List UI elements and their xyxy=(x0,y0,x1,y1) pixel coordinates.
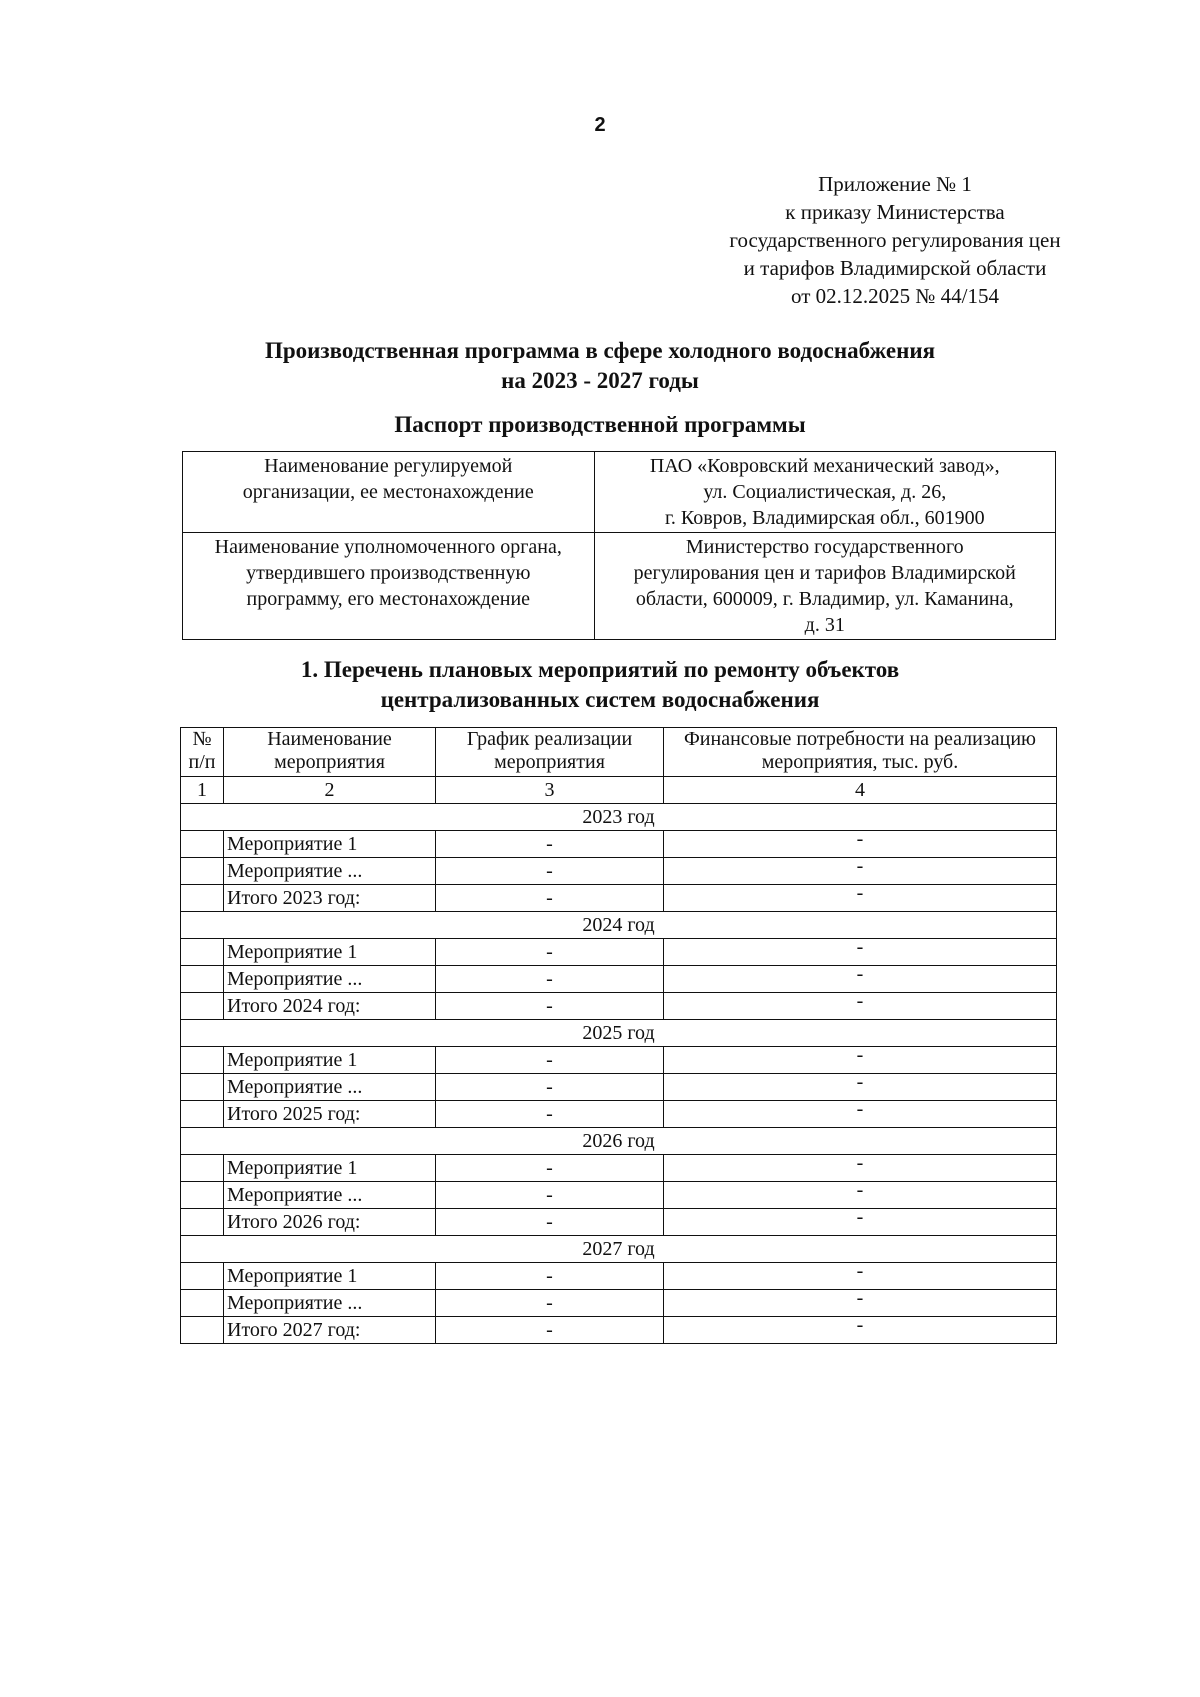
table-row xyxy=(181,1182,1057,1209)
schedule-cell: - xyxy=(436,939,664,966)
page-number: 2 xyxy=(594,114,606,136)
header-cell xyxy=(436,728,664,777)
number-cell xyxy=(181,1317,224,1344)
section-title xyxy=(150,655,1050,715)
column-number-row xyxy=(181,777,1057,804)
document-title xyxy=(150,336,1050,396)
number-cell xyxy=(181,1047,224,1074)
year-row xyxy=(181,912,1057,939)
table-row xyxy=(181,966,1057,993)
passport-title: Паспорт производственной программы xyxy=(394,412,806,437)
table-row xyxy=(181,885,1057,912)
text-line: мероприятия, тыс. руб. xyxy=(761,751,959,773)
year-row xyxy=(181,804,1057,831)
title-line: централизованных систем водоснабжения xyxy=(380,687,820,712)
year-label: 2024 год xyxy=(181,912,1057,939)
appendix-line: Приложение № 1 xyxy=(818,172,972,196)
schedule-cell: - xyxy=(436,1074,664,1101)
table-row xyxy=(181,1209,1057,1236)
column-number-cell: 2 xyxy=(224,777,436,804)
passport-table xyxy=(182,451,1056,640)
table-row xyxy=(181,1155,1057,1182)
finance-cell: - xyxy=(664,1101,1057,1128)
events-table xyxy=(180,727,1057,1344)
schedule-cell: - xyxy=(436,831,664,858)
year-label: 2025 год xyxy=(181,1020,1057,1047)
text-line: области, 600009, г. Владимир, ул. Каманина, xyxy=(635,588,1014,610)
schedule-cell: - xyxy=(436,858,664,885)
table-row xyxy=(181,1290,1057,1317)
text-line: График реализации xyxy=(466,728,633,750)
number-cell xyxy=(181,858,224,885)
header-cell xyxy=(664,728,1057,777)
schedule-cell: - xyxy=(436,885,664,912)
schedule-cell: - xyxy=(436,1290,664,1317)
finance-cell: - xyxy=(664,939,1057,966)
passport-value-cell xyxy=(594,452,1055,533)
event-name: Итого 2023 год: xyxy=(224,885,436,912)
column-number-cell: 3 xyxy=(436,777,664,804)
text-line: мероприятия xyxy=(274,751,385,773)
finance-cell: - xyxy=(664,1047,1057,1074)
schedule-cell: - xyxy=(436,1155,664,1182)
text-line: Наименование уполномоченного органа, xyxy=(214,536,562,558)
event-name: Мероприятие 1 xyxy=(224,831,436,858)
table-row xyxy=(181,1047,1057,1074)
event-name: Мероприятие 1 xyxy=(224,939,436,966)
number-cell xyxy=(181,1182,224,1209)
schedule-cell: - xyxy=(436,1182,664,1209)
column-number-cell: 4 xyxy=(664,777,1057,804)
title-line: Производственная программа в сфере холодного водоснабжения xyxy=(264,338,936,363)
appendix-line: от 02.12.2025 № 44/154 xyxy=(790,284,1000,308)
title-line: 1. Перечень плановых мероприятий по ремонту объектов xyxy=(300,657,900,682)
table-row xyxy=(181,831,1057,858)
schedule-cell: - xyxy=(436,1101,664,1128)
schedule-cell: - xyxy=(436,1209,664,1236)
finance-cell: - xyxy=(664,1209,1057,1236)
table-row xyxy=(181,993,1057,1020)
event-name: Итого 2027 год: xyxy=(224,1317,436,1344)
schedule-cell: - xyxy=(436,1317,664,1344)
finance-cell: - xyxy=(664,1182,1057,1209)
title-line: на 2023 - 2027 годы xyxy=(501,368,699,393)
event-name: Мероприятие 1 xyxy=(224,1263,436,1290)
appendix-line: государственного регулирования цен xyxy=(729,228,1061,252)
text-line: № xyxy=(192,728,212,750)
passport-row xyxy=(183,533,1056,640)
text-line: п/п xyxy=(188,751,216,773)
appendix-line: и тарифов Владимирской области xyxy=(743,256,1047,280)
table-row xyxy=(181,1317,1057,1344)
number-cell xyxy=(181,1101,224,1128)
number-cell xyxy=(181,939,224,966)
schedule-cell: - xyxy=(436,1263,664,1290)
text-line: утвердившего производственную xyxy=(246,562,531,584)
appendix-line: к приказу Министерства xyxy=(785,200,1005,224)
passport-row xyxy=(183,452,1056,533)
event-name: Мероприятие ... xyxy=(224,1182,436,1209)
finance-cell: - xyxy=(664,831,1057,858)
finance-cell: - xyxy=(664,858,1057,885)
table-row xyxy=(181,1074,1057,1101)
column-number-cell: 1 xyxy=(181,777,224,804)
table-row xyxy=(181,858,1057,885)
header-cell xyxy=(224,728,436,777)
number-cell xyxy=(181,1155,224,1182)
year-row xyxy=(181,1128,1057,1155)
event-name: Итого 2024 год: xyxy=(224,993,436,1020)
year-label: 2023 год xyxy=(181,804,1057,831)
text-line: Наименование регулируемой xyxy=(264,455,513,477)
text-line: регулирования цен и тарифов Владимирской xyxy=(633,562,1016,584)
finance-cell: - xyxy=(664,966,1057,993)
passport-label-cell xyxy=(183,533,595,640)
event-name: Мероприятие 1 xyxy=(224,1047,436,1074)
text-line: ПАО «Ковровский механический завод», xyxy=(649,455,1000,477)
appendix-block xyxy=(700,170,1090,310)
schedule-cell: - xyxy=(436,1047,664,1074)
header-row xyxy=(181,728,1057,777)
number-cell xyxy=(181,1290,224,1317)
passport-value-cell xyxy=(594,533,1055,640)
event-name: Мероприятие 1 xyxy=(224,1155,436,1182)
finance-cell: - xyxy=(664,1155,1057,1182)
event-name: Мероприятие ... xyxy=(224,966,436,993)
number-cell xyxy=(181,831,224,858)
table-row xyxy=(181,1263,1057,1290)
number-cell xyxy=(181,1074,224,1101)
year-row xyxy=(181,1236,1057,1263)
event-name: Итого 2025 год: xyxy=(224,1101,436,1128)
text-line: мероприятия xyxy=(494,751,605,773)
event-name: Мероприятие ... xyxy=(224,1290,436,1317)
number-cell xyxy=(181,1209,224,1236)
year-label: 2027 год xyxy=(181,1236,1057,1263)
finance-cell: - xyxy=(664,885,1057,912)
event-name: Мероприятие ... xyxy=(224,858,436,885)
schedule-cell: - xyxy=(436,966,664,993)
finance-cell: - xyxy=(664,1317,1057,1344)
event-name: Мероприятие ... xyxy=(224,1074,436,1101)
passport-label-cell xyxy=(183,452,595,533)
number-cell xyxy=(181,966,224,993)
event-name: Итого 2026 год: xyxy=(224,1209,436,1236)
table-row xyxy=(181,939,1057,966)
finance-cell: - xyxy=(664,993,1057,1020)
finance-cell: - xyxy=(664,1290,1057,1317)
text-line: ул. Социалистическая, д. 26, xyxy=(703,481,947,503)
finance-cell: - xyxy=(664,1074,1057,1101)
number-cell xyxy=(181,993,224,1020)
text-line: программу, его местонахождение xyxy=(246,588,531,610)
text-line: Наименование xyxy=(267,728,392,750)
schedule-cell: - xyxy=(436,993,664,1020)
table-row xyxy=(181,1101,1057,1128)
text-line: д. 31 xyxy=(804,614,845,636)
header-cell xyxy=(181,728,224,777)
year-label: 2026 год xyxy=(181,1128,1057,1155)
number-cell xyxy=(181,1263,224,1290)
text-line: г. Ковров, Владимирская обл., 601900 xyxy=(664,507,985,529)
text-line: организации, ее местонахождение xyxy=(242,481,534,503)
finance-cell: - xyxy=(664,1263,1057,1290)
year-row xyxy=(181,1020,1057,1047)
text-line: Финансовые потребности на реализацию xyxy=(684,728,1036,750)
number-cell xyxy=(181,885,224,912)
text-line: Министерство государственного xyxy=(685,536,964,558)
